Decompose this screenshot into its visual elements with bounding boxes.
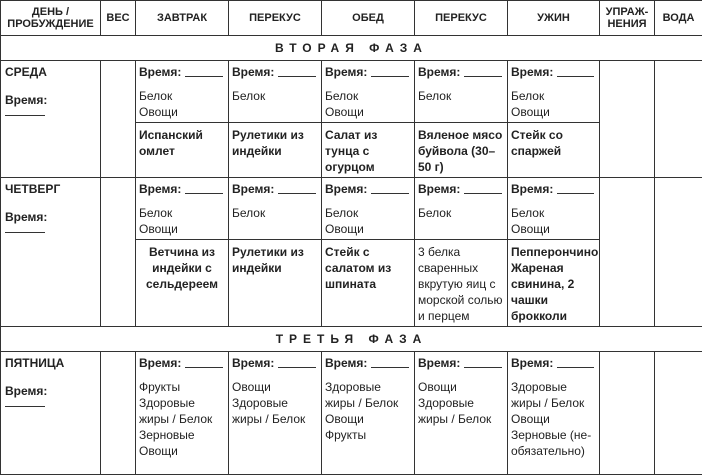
time-field[interactable]: [557, 76, 594, 77]
snack-2-cell: [415, 352, 508, 475]
lunch-dish: Салат из тунца с огурцом: [322, 123, 415, 178]
wake-time-field[interactable]: [5, 224, 45, 233]
time-label: Время:: [139, 181, 181, 197]
wake-time-label: Время:: [5, 210, 96, 224]
time-label: Время:: [511, 64, 553, 80]
phase-row: [1, 327, 702, 352]
water-cell[interactable]: [655, 61, 702, 178]
snack-2-dish: Вяленое мясо буйвола (30–50 г): [415, 123, 508, 178]
time-label: Время:: [511, 181, 553, 197]
weight-cell[interactable]: [101, 61, 136, 178]
time-label: Время:: [139, 355, 181, 371]
food-group: Белок: [511, 205, 596, 221]
header-snack-1: ПЕРЕКУС: [229, 1, 322, 36]
time-field[interactable]: [557, 367, 594, 368]
snack-1-cell: [229, 352, 322, 475]
food-group: Овощи: [325, 411, 411, 427]
food-group: Овощи: [139, 443, 225, 459]
day-row-thursday: [1, 178, 702, 240]
food-group: Фрукты: [139, 379, 225, 395]
header-day: ДЕНЬ / ПРОБУЖДЕНИЕ: [1, 1, 101, 36]
snack-1-dish: Рулетики из индейки: [229, 123, 322, 178]
food-group: Овощи: [511, 411, 596, 427]
time-field[interactable]: [464, 367, 502, 368]
day-name: СРЕДА: [5, 65, 96, 79]
lunch-cell: [322, 178, 415, 240]
time-label: Время:: [325, 181, 367, 197]
lunch-dish: Стейк с салатом из шпината: [322, 240, 415, 327]
header-breakfast: ЗАВТРАК: [136, 1, 229, 36]
food-group: Овощи: [418, 379, 504, 395]
time-label: Время:: [232, 355, 274, 371]
water-cell[interactable]: [655, 178, 702, 327]
snack-2-cell: [415, 178, 508, 240]
exercise-cell[interactable]: [600, 352, 655, 475]
food-group: Белок: [418, 88, 504, 104]
dinner-cell: [508, 61, 600, 123]
day-name: ПЯТНИЦА: [5, 356, 96, 370]
time-label: Время:: [139, 64, 181, 80]
breakfast-cell: [136, 61, 229, 123]
time-field[interactable]: [278, 76, 316, 77]
time-label: Время:: [325, 355, 367, 371]
time-field[interactable]: [185, 76, 223, 77]
food-group: Фрукты: [325, 427, 411, 443]
time-field[interactable]: [464, 76, 502, 77]
time-label: Время:: [511, 355, 553, 371]
day-name: ЧЕТВЕРГ: [5, 182, 96, 196]
day-cell: [1, 178, 101, 327]
time-label: Время:: [232, 64, 274, 80]
time-label: Время:: [418, 64, 460, 80]
time-field[interactable]: [185, 367, 223, 368]
time-field[interactable]: [278, 193, 316, 194]
food-group: Белок: [232, 205, 318, 221]
food-group: Белок: [418, 205, 504, 221]
header-row: [1, 1, 702, 36]
dinner-cell: [508, 352, 600, 475]
header-weight: ВЕС: [101, 1, 136, 36]
weight-cell[interactable]: [101, 352, 136, 475]
snack-2-cell: [415, 61, 508, 123]
time-field[interactable]: [371, 193, 409, 194]
snack-1-dish: Рулетики из индейки: [229, 240, 322, 327]
phase-two-title: ВТОРАЯ ФАЗА: [1, 36, 702, 61]
lunch-cell: [322, 352, 415, 475]
time-label: Время:: [232, 181, 274, 197]
breakfast-cell: [136, 352, 229, 475]
time-label: Время:: [325, 64, 367, 80]
snack-1-cell: [229, 178, 322, 240]
food-group: Здоровые жиры / Белок: [511, 379, 596, 411]
lunch-cell: [322, 61, 415, 123]
food-group: Белок: [139, 88, 225, 104]
time-label: Время:: [418, 181, 460, 197]
food-group: Овощи: [325, 221, 411, 237]
time-field[interactable]: [464, 193, 502, 194]
food-group: Овощи: [511, 104, 596, 120]
header-snack-2: ПЕРЕКУС: [415, 1, 508, 36]
time-field[interactable]: [185, 193, 223, 194]
breakfast-dish: Испанский омлет: [136, 123, 229, 178]
wake-time-label: Время:: [5, 384, 96, 398]
food-group: Овощи: [139, 104, 225, 120]
food-group: Белок: [325, 205, 411, 221]
exercise-cell[interactable]: [600, 61, 655, 178]
time-field[interactable]: [371, 367, 409, 368]
header-lunch: ОБЕД: [322, 1, 415, 36]
day-cell: [1, 352, 101, 475]
food-group: Белок: [139, 205, 225, 221]
food-group: Белок: [325, 88, 411, 104]
water-cell[interactable]: [655, 352, 702, 475]
wake-time-label: Время:: [5, 93, 96, 107]
day-row-wednesday: [1, 61, 702, 123]
header-exercise: УПРАЖ-НЕНИЯ: [600, 1, 655, 36]
food-group: Овощи: [511, 221, 596, 237]
weight-cell[interactable]: [101, 178, 136, 327]
food-group: Зерновые (не-обязательно): [511, 427, 596, 459]
breakfast-dish: Ветчина из индейки с сельдереем: [136, 240, 229, 327]
time-field[interactable]: [557, 193, 594, 194]
time-field[interactable]: [371, 76, 409, 77]
dinner-dish: Пепперончино Жареная свинина, 2 чашки брокколи: [508, 240, 600, 327]
header-water: ВОДА: [655, 1, 702, 36]
food-group: Здоровые жиры / Белок: [232, 395, 318, 427]
time-field[interactable]: [278, 367, 316, 368]
food-group: Здоровые жиры / Белок: [139, 395, 225, 427]
food-group: Овощи: [232, 379, 318, 395]
phase-row: [1, 36, 702, 61]
exercise-cell[interactable]: [600, 178, 655, 327]
food-group: Здоровые жиры / Белок: [325, 379, 411, 411]
food-group: Здоровые жиры / Белок: [418, 395, 504, 427]
breakfast-cell: [136, 178, 229, 240]
dinner-dish: Стейк со спаржей: [508, 123, 600, 178]
day-row-friday: [1, 352, 702, 475]
phase-three-title: ТРЕТЬЯ ФАЗА: [1, 327, 702, 352]
food-group: Овощи: [325, 104, 411, 120]
food-group: Белок: [511, 88, 596, 104]
snack-2-dish: 3 белка сваренных вкрутую яиц с морской солью и перцем: [415, 240, 508, 327]
food-group: Овощи: [139, 221, 225, 237]
dinner-cell: [508, 178, 600, 240]
wake-time-field[interactable]: [5, 398, 45, 407]
snack-1-cell: [229, 61, 322, 123]
time-label: Время:: [418, 355, 460, 371]
food-group: Зерновые: [139, 427, 225, 443]
day-cell: [1, 61, 101, 178]
food-group: Белок: [232, 88, 318, 104]
header-dinner: УЖИН: [508, 1, 600, 36]
wake-time-field[interactable]: [5, 107, 45, 116]
